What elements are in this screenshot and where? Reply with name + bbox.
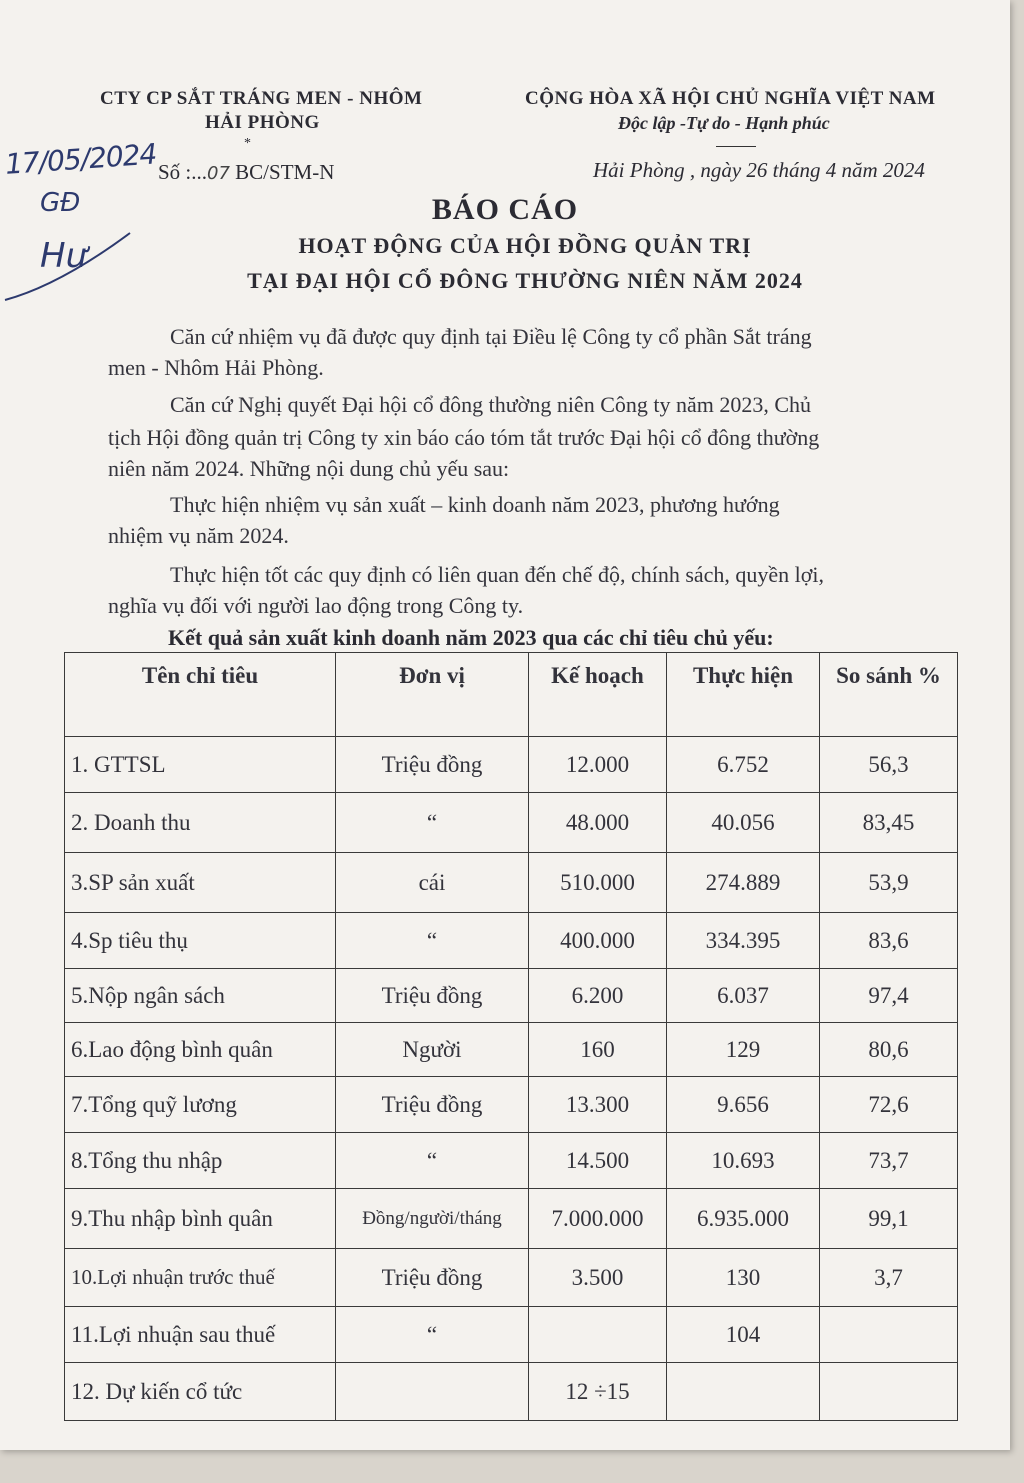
- cell-indicator: 5.Nộp ngân sách: [65, 969, 336, 1023]
- cell-actual: 6.935.000: [667, 1189, 820, 1249]
- cell-compare: 83,6: [820, 913, 958, 969]
- doc-prefix: Số :...: [158, 160, 208, 184]
- cell-actual: 130: [667, 1249, 820, 1307]
- cell-indicator: 12. Dự kiến cổ tức: [65, 1363, 336, 1421]
- table-row: [65, 1249, 958, 1307]
- cell-unit: Người: [336, 1023, 529, 1077]
- cell-plan: 48.000: [529, 793, 667, 853]
- paragraph-line: nhiệm vụ năm 2024.: [108, 523, 289, 548]
- cell-plan: 6.200: [529, 969, 667, 1023]
- cell-unit: Triệu đồng: [336, 1077, 529, 1133]
- cell-actual: 40.056: [667, 793, 820, 853]
- cell-unit: Triệu đồng: [336, 737, 529, 793]
- cell-compare: [820, 1307, 958, 1363]
- company-name-line1: CTY CP SẮT TRÁNG MEN - NHÔM: [100, 88, 423, 109]
- paragraph-line: tịch Hội đồng quản trị Công ty xin báo cáo tóm tắt trước Đại hội cổ đông thường: [108, 425, 820, 450]
- motto-underline: [716, 146, 756, 147]
- cell-unit: [336, 1363, 529, 1421]
- cell-actual: 104: [667, 1307, 820, 1363]
- cell-indicator: 10.Lợi nhuận trước thuế: [65, 1249, 336, 1307]
- paragraph-line: men - Nhôm Hải Phòng.: [108, 355, 324, 380]
- motto: Độc lập -Tự do - Hạnh phúc: [618, 113, 830, 133]
- cell-unit: “: [336, 1307, 529, 1363]
- paragraph-line: Thực hiện tốt các quy định có liên quan đến chế độ, chính sách, quyền lợi,: [170, 562, 825, 587]
- cell-actual: 274.889: [667, 853, 820, 913]
- cell-indicator: 9.Thu nhập bình quân: [65, 1189, 336, 1249]
- cell-unit: Triệu đồng: [336, 969, 529, 1023]
- cell-actual: 129: [667, 1023, 820, 1077]
- table-row: [65, 1077, 958, 1133]
- cell-plan: 14.500: [529, 1133, 667, 1189]
- cell-unit: “: [336, 913, 529, 969]
- cell-indicator: 2. Doanh thu: [65, 793, 336, 853]
- paragraph-line: Căn cứ nhiệm vụ đã được quy định tại Điều lệ Công ty cổ phần Sắt tráng: [170, 324, 812, 349]
- cell-indicator: 3.SP sản xuất: [65, 853, 336, 913]
- cell-compare: 99,1: [820, 1189, 958, 1249]
- table-row: [65, 1363, 958, 1421]
- cell-plan: [529, 1307, 667, 1363]
- report-subtitle-2: TẠI ĐẠI HỘI CỔ ĐÔNG THƯỜNG NIÊN NĂM 2024: [247, 268, 803, 293]
- cell-actual: 6.752: [667, 737, 820, 793]
- report-subtitle-1: HOẠT ĐỘNG CỦA HỘI ĐỒNG QUẢN TRỊ: [298, 233, 752, 258]
- cell-indicator: 7.Tổng quỹ lương: [65, 1077, 336, 1133]
- cell-indicator: 1. GTTSL: [65, 737, 336, 793]
- handwritten-initials: GĐ: [40, 188, 81, 218]
- handwritten-date: 17/05/2024: [4, 137, 158, 181]
- paragraph-line: niên năm 2024. Những nội dung chủ yếu sau:: [108, 456, 510, 481]
- doc-number: 07: [207, 163, 230, 184]
- cell-compare: 97,4: [820, 969, 958, 1023]
- company-name-line2: HẢI PHÒNG: [205, 112, 320, 133]
- cell-compare: 3,7: [820, 1249, 958, 1307]
- cell-compare: 72,6: [820, 1077, 958, 1133]
- table-row: [65, 1133, 958, 1189]
- table-caption: Kết quả sản xuất kinh doanh năm 2023 qua các chỉ tiêu chủ yếu:: [168, 625, 774, 650]
- cell-unit: “: [336, 793, 529, 853]
- cell-compare: [820, 1363, 958, 1421]
- nation-heading: CỘNG HÒA XÃ HỘI CHỦ NGHĨA VIỆT NAM: [525, 88, 936, 109]
- cell-actual: 9.656: [667, 1077, 820, 1133]
- cell-unit: Đồng/người/tháng: [336, 1189, 529, 1249]
- cell-compare: 56,3: [820, 737, 958, 793]
- cell-plan: 7.000.000: [529, 1189, 667, 1249]
- table-row: [65, 1307, 958, 1363]
- handwritten-signature: Hư: [40, 236, 88, 276]
- cell-unit: Triệu đồng: [336, 1249, 529, 1307]
- header-cell-plan: Kế hoạch: [529, 653, 667, 737]
- cell-plan: 12 ÷15: [529, 1363, 667, 1421]
- table-row: [65, 913, 958, 969]
- cell-plan: 510.000: [529, 853, 667, 913]
- cell-unit: cái: [336, 853, 529, 913]
- doc-suffix: BC/STM-N: [235, 160, 335, 184]
- cell-indicator: 8.Tổng thu nhập: [65, 1133, 336, 1189]
- paragraph-line: Thực hiện nhiệm vụ sản xuất – kinh doanh năm 2023, phương hướng: [170, 492, 780, 517]
- cell-actual: 334.395: [667, 913, 820, 969]
- cell-actual: [667, 1363, 820, 1421]
- results-table: [64, 652, 958, 1421]
- cell-plan: 12.000: [529, 737, 667, 793]
- cell-compare: 53,9: [820, 853, 958, 913]
- report-title: BÁO CÁO: [431, 193, 579, 226]
- cell-indicator: 11.Lợi nhuận sau thuế: [65, 1307, 336, 1363]
- cell-plan: 3.500: [529, 1249, 667, 1307]
- header-cell-name: Tên chỉ tiêu: [65, 653, 336, 737]
- place-date: Hải Phòng , ngày 26 tháng 4 năm 2024: [593, 158, 925, 182]
- document-number: [158, 160, 334, 185]
- table-row: [65, 853, 958, 913]
- table-row: [65, 737, 958, 793]
- header-cell-actual: Thực hiện: [667, 653, 820, 737]
- cell-indicator: 6.Lao động bình quân: [65, 1023, 336, 1077]
- cell-unit: “: [336, 1133, 529, 1189]
- company-mark: *: [244, 136, 251, 151]
- cell-plan: 400.000: [529, 913, 667, 969]
- header-cell-unit: Đơn vị: [336, 653, 529, 737]
- cell-indicator: 4.Sp tiêu thụ: [65, 913, 336, 969]
- table-row: [65, 793, 958, 853]
- cell-actual: 10.693: [667, 1133, 820, 1189]
- cell-compare: 80,6: [820, 1023, 958, 1077]
- cell-plan: 13.300: [529, 1077, 667, 1133]
- table-header-row: [65, 653, 958, 737]
- cell-compare: 73,7: [820, 1133, 958, 1189]
- header-cell-compare: So sánh %: [820, 653, 958, 737]
- paragraph-line: Căn cứ Nghị quyết Đại hội cổ đông thường niên Công ty năm 2023, Chủ: [170, 392, 812, 417]
- cell-plan: 160: [529, 1023, 667, 1077]
- table-row: [65, 1023, 958, 1077]
- table-row: [65, 969, 958, 1023]
- cell-compare: 83,45: [820, 793, 958, 853]
- cell-actual: 6.037: [667, 969, 820, 1023]
- table-row: [65, 1189, 958, 1249]
- paragraph-line: nghĩa vụ đối với người lao động trong Công ty.: [108, 593, 524, 618]
